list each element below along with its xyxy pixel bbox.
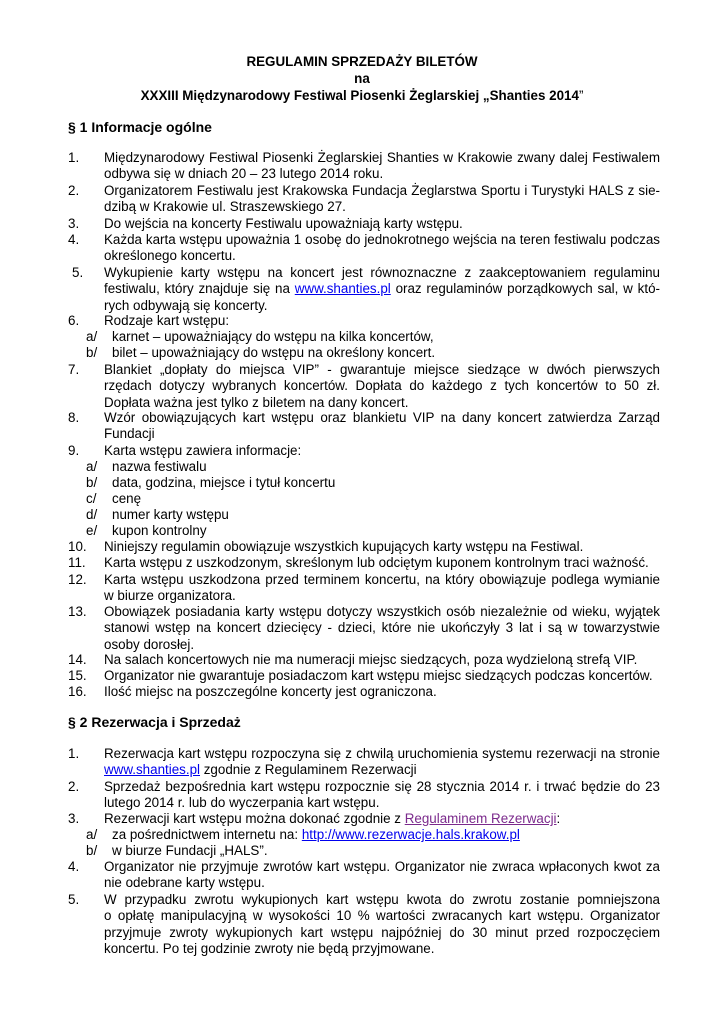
sub-letter: a/: [86, 329, 98, 344]
sub-text-part: za pośrednictwem internetu na:: [112, 827, 302, 842]
item-text: Do wejścia na koncerty Festiwalu upoważniają karty wstępu.: [104, 216, 463, 231]
item-number: 8.: [68, 410, 80, 425]
item-number: 4.: [68, 859, 80, 874]
item-text: Organizator nie gwarantuje posiadaczom kart wstępu miejsc siedzących podczas koncertów.: [104, 668, 653, 683]
item-text: rzędach dotyczy wybranych koncertów. Dopłata do każdego z tych koncertów to 50 zł.: [104, 378, 660, 394]
sub-letter: b/: [86, 843, 98, 858]
item-number: 10.: [68, 539, 87, 554]
item-number: 2.: [68, 779, 80, 794]
item-text: w biurze organizatora.: [104, 588, 236, 604]
sub-letter: a/: [86, 827, 98, 842]
item-text: Niniejszy regulamin obowiązuje wszystkich kupujących karty wstępu na Festiwal.: [104, 539, 584, 554]
item-text-part: :: [556, 811, 561, 826]
sub-text: kupon kontrolny: [112, 523, 207, 538]
item-text: koncertu. Po tej godzinie zwroty nie będą przyjmowane.: [104, 941, 435, 957]
item-text: Obowiązek posiadania karty wstępu dotyczy wszystkich osób niezależnie od wieku, wyjątek: [104, 604, 660, 619]
item-number: 5.: [68, 892, 80, 907]
item-text: rych odbywają się koncerty.: [104, 297, 268, 313]
sub-letter: a/: [86, 459, 98, 474]
item-text: Ilość miejsc na poszczególne koncerty jest ograniczona.: [104, 684, 437, 699]
item-text-part: Rezerwacji kart wstępu można dokonać zgodnie z: [104, 811, 405, 826]
sub-letter: c/: [86, 491, 97, 506]
sub-text: nazwa festiwalu: [112, 459, 207, 474]
item-text: przyjmuje zwroty wykupionych kart wstępu najpóźniej do 30 minut przed rozpoczęciem: [104, 924, 660, 940]
item-text: stanowi wstęp na koncert dziecięcy - dzieci, które nie ukończyły 3 lat i są w towarzystwie: [104, 620, 660, 636]
item-text-part: oraz regulaminów porządkowych sal, w któ-: [390, 281, 660, 297]
item-text-part: festiwalu, który znajduje się na: [104, 281, 295, 297]
sub-text: numer karty wstępu: [112, 507, 229, 522]
item-text: Na salach koncertowych nie ma numeracji miejsc siedzących, poza wydzieloną strefą VIP.: [104, 652, 638, 667]
item-text: dzibą w Krakowie ul. Straszewskiego 27.: [104, 199, 346, 215]
item-text: Rezerwacja kart wstępu rozpoczyna się z chwilą uruchomienia systemu rezerwacji na stronie: [104, 746, 660, 761]
section-1-title: § 1 Informacje ogólne: [68, 119, 212, 135]
sub-text: data, godzina, miejsce i tytuł koncertu: [112, 475, 336, 490]
item-number: 16.: [68, 684, 87, 699]
item-number: 2.: [68, 183, 80, 198]
item-number: 1.: [68, 746, 80, 761]
item-number: 14.: [68, 652, 87, 667]
item-text: Rodzaje kart wstępu:: [104, 313, 230, 328]
item-text: nie odebrane karty wstępu.: [104, 875, 265, 891]
item-number: 3.: [68, 811, 80, 826]
item-text: odbywa się w dniach 20 – 23 lutego 2014 roku.: [104, 166, 384, 182]
item-text: Blankiet „dopłaty do miejsca VIP” - gwarantuje miejsce siedzące w dwóch pierwszych: [104, 362, 660, 377]
item-number: 5.: [72, 265, 84, 280]
item-text: Międzynarodowy Festiwal Piosenki Żeglarskiej Shanties w Krakowie zwany dalej Festiwalem: [104, 150, 660, 165]
item-text: Sprzedaż bezpośrednia kart wstępu rozpocznie się 28 stycznia 2014 r. i trwać będzie do 23: [104, 779, 660, 794]
document-title-na: na: [354, 71, 370, 86]
item-text: Karta wstępu uszkodzona przed terminem koncertu, na który obowiązuje podlega wymianie: [104, 572, 660, 587]
item-text: Każda karta wstępu upoważnia 1 osobę do jednokrotnego wejścia na teren festiwalu podczas: [104, 232, 660, 247]
item-text: Karta wstępu zawiera informacje:: [104, 443, 302, 458]
item-text: W przypadku zwrotu wykupionych kart wstępu kwota do zwrotu zostanie pomniejszona: [104, 892, 660, 907]
section-2-title: § 2 Rezerwacja i Sprzedaż: [68, 714, 241, 730]
item-number: 13.: [68, 604, 87, 619]
regulamin-rezerwacji-link[interactable]: Regulaminem Rezerwacji: [404, 811, 557, 826]
item-number: 6.: [68, 313, 80, 328]
shanties-link[interactable]: www.shanties.pl: [104, 762, 201, 778]
sub-text: cenę: [112, 491, 142, 506]
item-text: określonego koncertu.: [104, 248, 236, 264]
item-number: 1.: [68, 150, 80, 165]
sub-letter: e/: [86, 523, 98, 538]
item-number: 15.: [68, 668, 87, 683]
item-text: osoby dorosłej.: [104, 636, 195, 652]
sub-text: karnet – upoważniający do wstępu na kilka koncertów,: [112, 329, 434, 344]
sub-letter: d/: [86, 507, 98, 522]
item-text: lutego 2014 r. lub do wyczerpania kart wstępu.: [104, 795, 380, 811]
item-number: 11.: [68, 555, 86, 570]
item-text: [104, 811, 660, 827]
item-text: Karta wstępu z uszkodzonym, skreślonym lub odciętym kuponem kontrolnym traci ważność.: [104, 555, 649, 570]
item-text: [104, 762, 660, 778]
item-number: 4.: [68, 232, 80, 247]
item-text: Wykupienie karty wstępu na koncert jest równoznaczne z zaakceptowaniem regulaminu: [104, 265, 660, 280]
subtitle-text: XXXIII Międzynarodowy Festiwal Piosenki Żeglarskiej „Shanties 2014: [140, 88, 579, 103]
item-text: Organizator nie przyjmuje zwrotów kart wstępu. Organizator nie zwraca wpłaconych kwot za: [104, 859, 660, 874]
sub-text: bilet – upoważniający do wstępu na określony koncert.: [112, 345, 436, 360]
sub-text: [112, 827, 520, 843]
item-number: 3.: [68, 216, 80, 231]
item-text: [104, 281, 660, 297]
document-subtitle: [0, 88, 724, 105]
item-text: Dopłata ważna jest tylko z biletem na dany koncert.: [104, 394, 409, 410]
item-text: o opłatę manipulacyjną w wysokości 10 % wartości zwracanych kart wstępu. Organizator: [104, 908, 660, 924]
item-text: Fundacji: [104, 426, 155, 442]
sub-letter: b/: [86, 475, 98, 490]
item-number: 7.: [68, 362, 80, 377]
sub-letter: b/: [86, 345, 98, 360]
item-number: 12.: [68, 572, 87, 587]
item-text: Organizatorem Festiwalu jest Krakowska Fundacja Żeglarstwa Sportu i Turystyki HALS z sie-: [104, 183, 660, 198]
item-text: Wzór obowiązujących kart wstępu oraz blankietu VIP na dany koncert zatwierdza Zarząd: [104, 410, 660, 425]
rezerwacje-link[interactable]: http://www.rezerwacje.hals.krakow.pl: [301, 827, 520, 842]
shanties-link[interactable]: www.shanties.pl: [294, 281, 391, 297]
item-text-part: zgodnie z Regulaminem Rezerwacji: [200, 762, 417, 778]
item-number: 9.: [68, 443, 80, 458]
sub-text: w biurze Fundacji „HALS”.: [112, 843, 268, 858]
subtitle-quote: ”: [578, 88, 584, 103]
document-title: REGULAMIN SPRZEDAŻY BILETÓW: [246, 54, 478, 69]
